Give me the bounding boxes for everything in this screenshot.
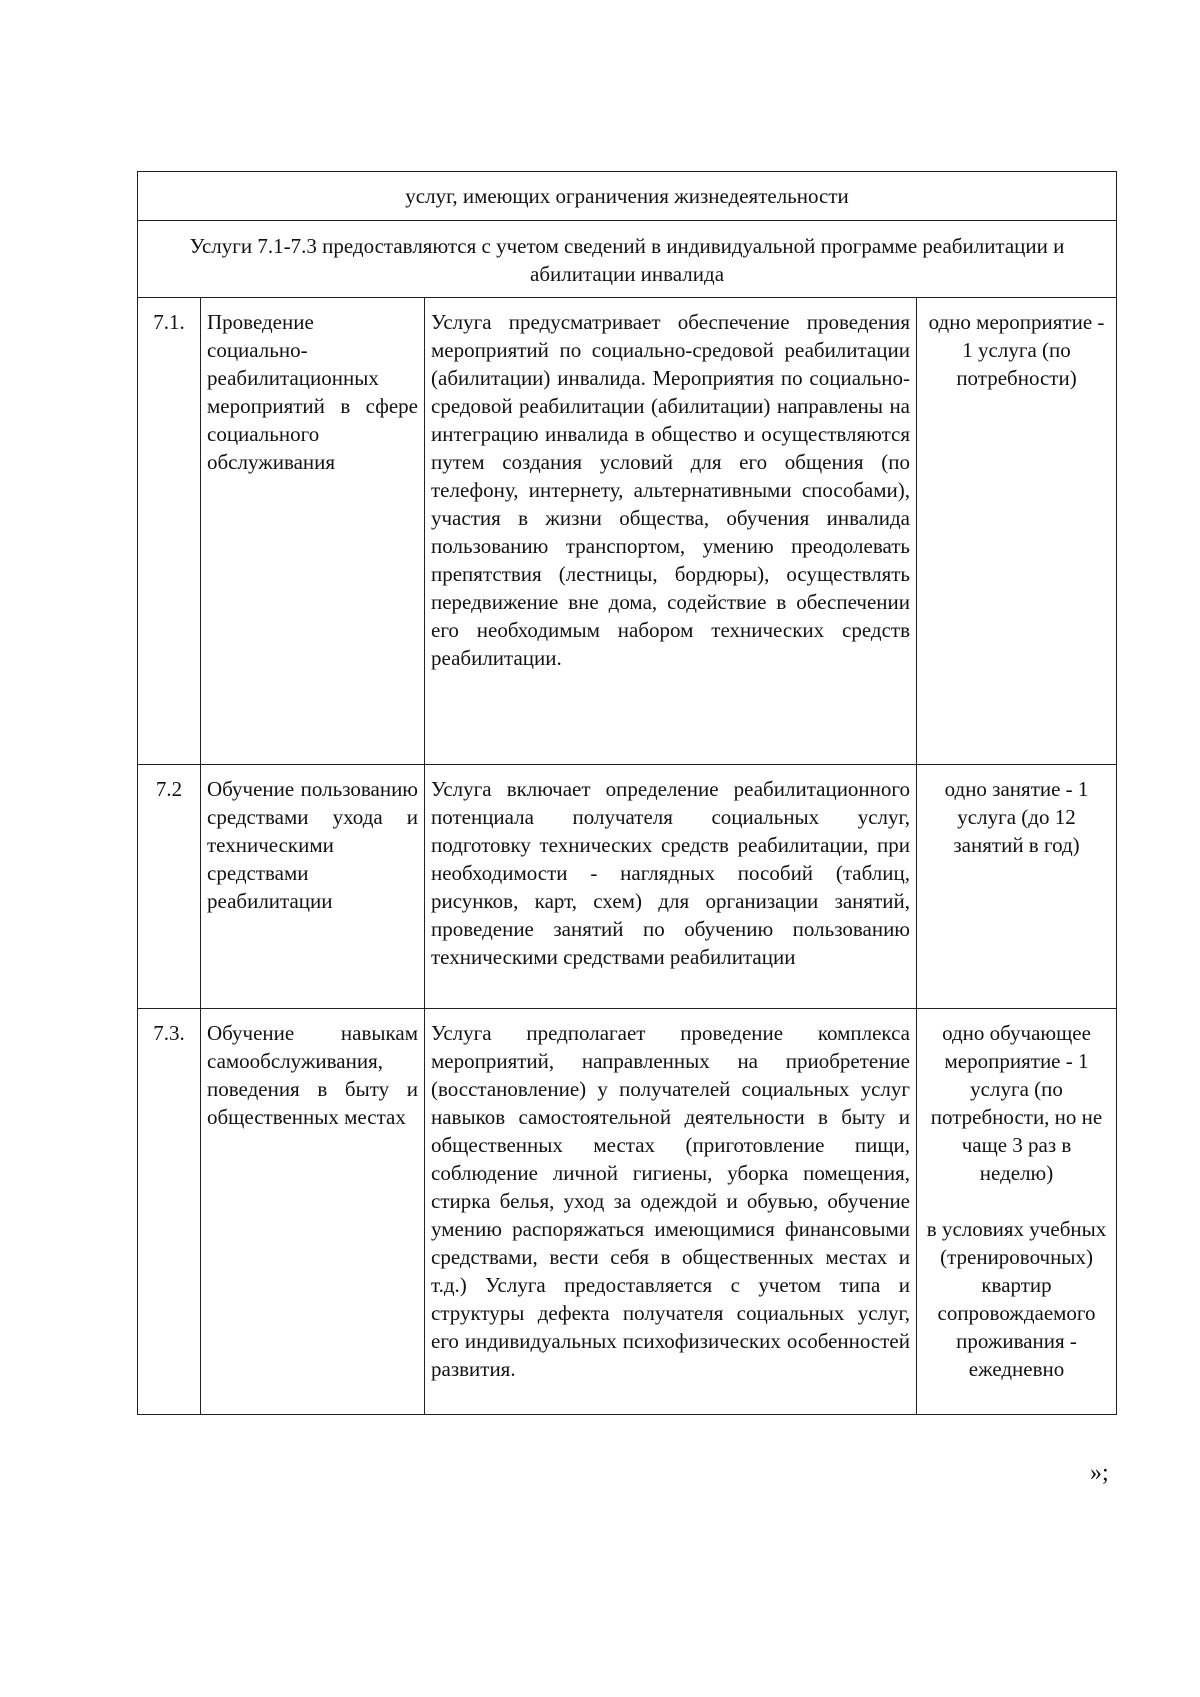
norm-extra-text: в условиях учебных (тренировочных) квартир сопровождаемого проживания - ежедневно <box>926 1217 1107 1381</box>
norm-text: одно мероприятие - 1 услуга (по потребности) <box>928 310 1105 390</box>
service-description: Услуга предполагает проведение комплекса мероприятий, направленных на приобретение (восстановление) у получателей социальных услуг навыков самостоятельной деятельности в быту и общественных местах (приготовление пищи, соблюдение личной гигиены, уборка помещения, стирка белья, уход за одеждой и обувью, обучение умению распоряжаться имеющимися финансовыми средствами, вести себя в общественных местах и т.д.) Услуга предоставляется с учетом типа и структуры дефекта получателя социальных услуг, его индивидуальных психофизических особенностей развития. <box>425 1009 917 1415</box>
service-name: Обучение пользованию средствами ухода и техническими средствами реабилитации <box>201 765 425 1009</box>
table-note-cell: Услуги 7.1-7.3 предоставляются с учетом сведений в индивидуальной программе реабилитации и абилитации инвалида <box>138 221 1117 298</box>
service-name: Обучение навыкам самообслуживания, поведения в быту и общественных местах <box>201 1009 425 1415</box>
row-number: 7.1. <box>138 298 201 765</box>
service-description: Услуга включает определение реабилитационного потенциала получателя социальных услуг, подготовку технических средств реабилитации, при необходимости - наглядных пособий (таблиц, рисунков, карт, схем) для организации занятий, проведение занятий по обучению пользованию техническими средствами реабилитации <box>425 765 917 1009</box>
service-norm <box>917 1009 1117 1415</box>
table-row <box>138 1009 1117 1415</box>
norm-text: одно занятие - 1 услуга (до 12 занятий в год) <box>944 777 1089 857</box>
closing-quote-mark: »; <box>1090 1460 1109 1486</box>
norm-text: одно обучающее мероприятие - 1 услуга (по потребности, но не чаще 3 раз в неделю) <box>930 1021 1103 1185</box>
services-table <box>137 171 1117 1415</box>
table-row <box>138 765 1117 1009</box>
table-header-cell: услуг, имеющих ограничения жизнедеятельности <box>138 172 1117 221</box>
service-name: Проведение социально-реабилитационных мероприятий в сфере социального обслуживания <box>201 298 425 765</box>
table-note-row <box>138 221 1117 298</box>
row-number: 7.2 <box>138 765 201 1009</box>
service-norm <box>917 765 1117 1009</box>
table-header-row <box>138 172 1117 221</box>
service-norm <box>917 298 1117 765</box>
row-number: 7.3. <box>138 1009 201 1415</box>
service-description: Услуга предусматривает обеспечение проведения мероприятий по социально-средовой реабилитации (абилитации) инвалида. Мероприятия по социально-средовой реабилитации (абилитации) направлены на интеграцию инвалида в общество и осуществляются путем создания условий для его общения (по телефону, интернету, альтернативными способами), участия в жизни общества, обучения инвалида пользованию транспортом, умению преодолевать препятствия (лестницы, бордюры), осуществлять передвижение вне дома, содействие в обеспечении его необходимым набором технических средств реабилитации. <box>425 298 917 765</box>
table-row <box>138 298 1117 765</box>
